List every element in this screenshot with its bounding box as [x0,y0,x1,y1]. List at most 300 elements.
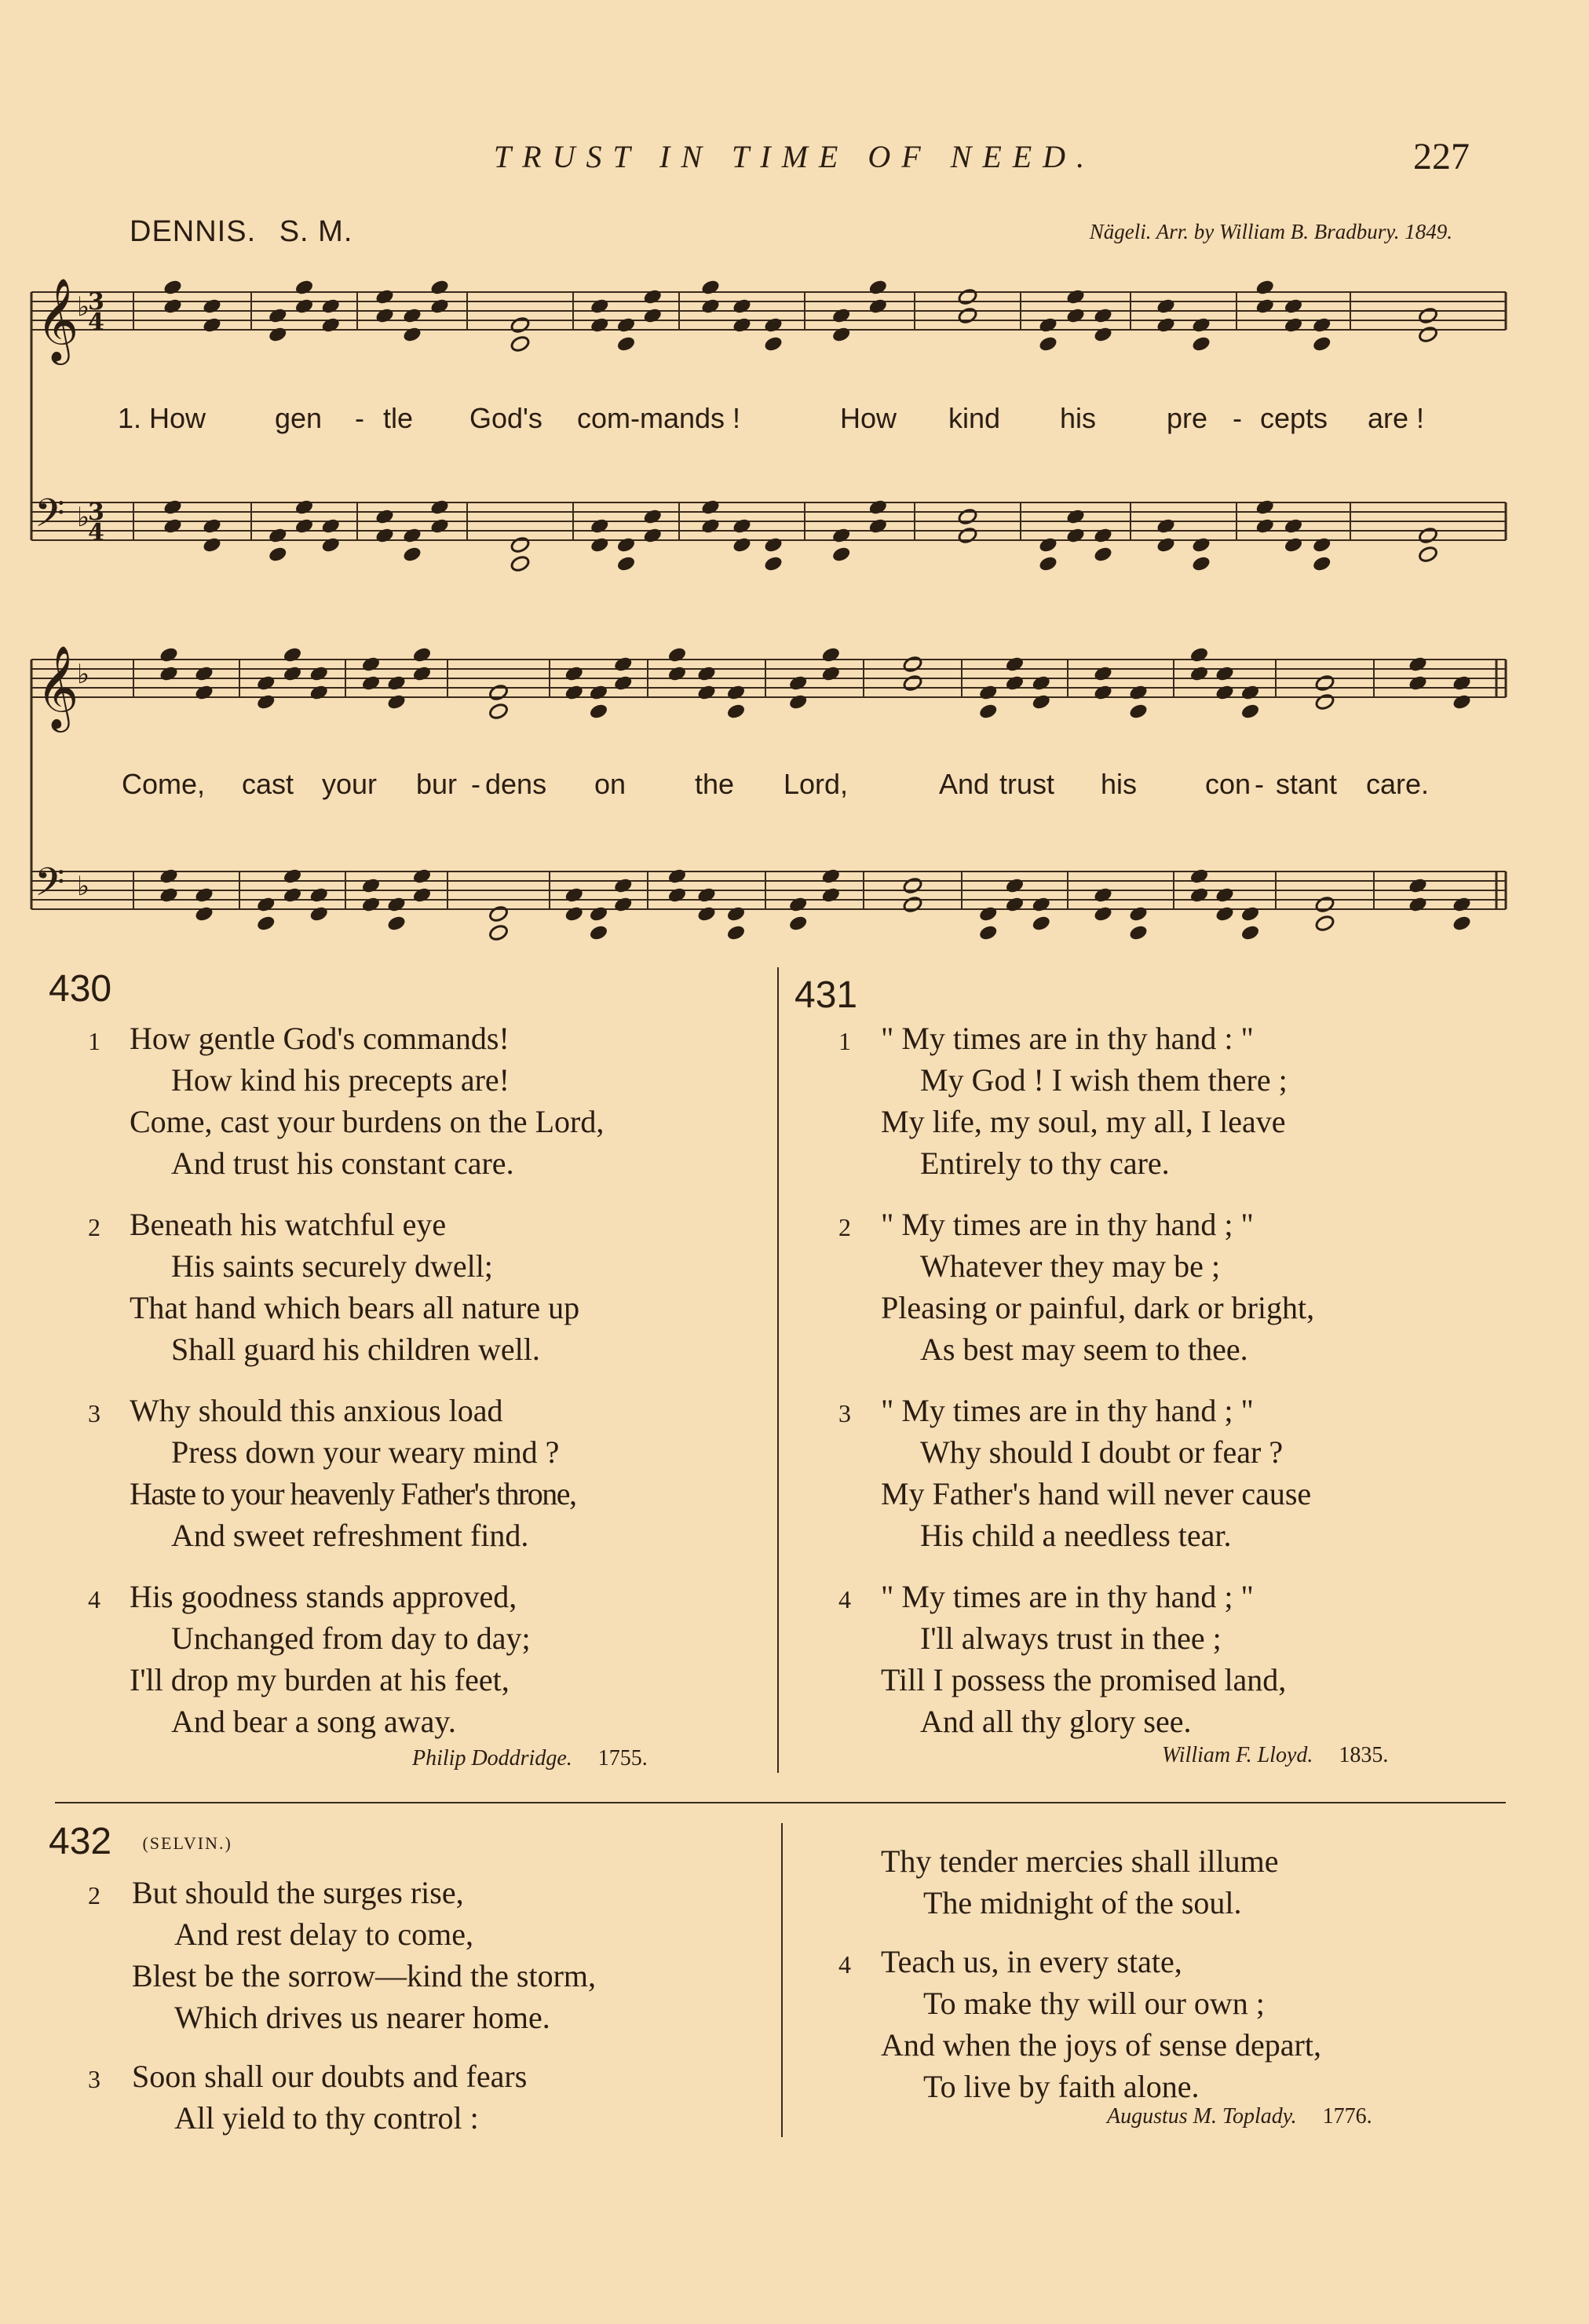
note-head [202,536,222,554]
author: Philip Doddridge. [412,1746,572,1770]
note-head [1038,316,1058,334]
stanza-number: 3 [838,1399,851,1427]
note-head [1215,905,1235,923]
note-head [374,508,395,526]
note-head [763,335,784,353]
note-head [1191,555,1211,573]
note-head [590,316,610,334]
note-head [1452,693,1472,711]
note-head [1093,546,1113,564]
note-head [820,886,841,904]
note-head [732,517,752,535]
verse-line: Shall guard his children well. [171,1332,540,1367]
lyric-syllable: tle [383,402,414,434]
note-head [564,905,584,923]
stanza-number: 3 [88,1399,100,1427]
note-head [831,546,852,564]
lyric-syllable: - [471,768,480,800]
note-head [1312,316,1332,334]
attribution [1162,1743,1388,1768]
note-head [613,674,634,692]
note-head [1408,674,1428,692]
clef-symbol: 𝄞 [36,645,79,729]
hymn-number: 431 [794,974,858,1016]
note-head [1189,665,1209,683]
note-head [411,665,432,683]
hymn-number: 430 [49,968,112,1010]
note-head [1004,656,1025,674]
verse-line: Soon shall our doubts and fears [132,2059,528,2094]
note-head [309,886,329,904]
note-head [1189,886,1209,904]
note-head [194,886,214,904]
verse-line: And bear a song away. [171,1704,456,1739]
note-head [788,896,809,914]
stanza-number: 2 [88,1213,100,1241]
note-head [700,517,721,535]
note-head [978,905,999,923]
note-head [1191,335,1211,353]
note-head [1418,546,1438,564]
note-head [1004,896,1025,914]
verse-line: All yield to thy control : [174,2100,479,2136]
lyric-syllable: your [322,768,378,800]
note-head [294,499,314,517]
note-head [957,307,977,325]
stanza-number: 2 [88,1881,100,1909]
stanza-number: 1 [88,1027,100,1055]
verse-line: Why should this anxious load [130,1393,503,1428]
note-head [1312,536,1332,554]
note-head [1065,527,1086,545]
note-head [1255,298,1275,316]
note-head [590,517,610,535]
note-head [1215,684,1235,702]
note-head [1255,499,1275,517]
note-head [202,517,222,535]
attribution [1107,2104,1372,2129]
note-head [510,335,530,353]
note-head [1156,536,1176,554]
time-signature-bottom: 4 [88,519,104,546]
time-signature-top: 3 [88,288,104,316]
note-head [1038,555,1058,573]
note-head [1314,674,1335,692]
note-head [309,684,329,702]
lyric-syllable: gen [275,402,323,434]
clef-symbol: ♭ [77,502,90,533]
note-head [1255,279,1275,297]
note-head [402,326,422,344]
verse-line: And all thy glory see. [920,1704,1192,1739]
verse-line: Which drives us nearer home. [174,2000,550,2035]
note-head [194,905,214,923]
note-head [667,646,687,664]
lyric-syllable: - [1255,768,1264,800]
lyric-syllable: dens [485,768,547,800]
note-head [831,527,852,545]
note-head [590,298,610,316]
note-head [294,517,314,535]
note-head [282,886,302,904]
lyric-syllable: care. [1366,768,1430,800]
note-head [1031,693,1051,711]
note-head [696,905,717,923]
note-head [510,316,530,334]
author: Augustus M. Toplady. [1107,2104,1297,2129]
verse-line: Beneath his watchful eye [130,1207,447,1242]
note-head [1283,316,1303,334]
note-head [788,674,809,692]
note-head [725,703,746,721]
verse-line: His saints securely dwell; [171,1248,493,1284]
note-head [732,536,752,554]
note-head [1240,924,1260,942]
note-head [1128,924,1149,942]
clef-symbol: ♭ [77,871,90,902]
verse-line: And when the joys of sense depart, [881,2027,1321,2063]
note-head [1038,335,1058,353]
lyric-syllable: And [939,768,990,800]
verse-line: Whatever they may be ; [920,1248,1221,1284]
stanza-number: 1 [838,1027,851,1055]
note-head [429,279,450,297]
note-head [320,536,341,554]
note-head [667,886,687,904]
verse-line: " My times are in thy hand : " [881,1021,1254,1056]
verse-line: Press down your weary mind ? [171,1434,560,1470]
note-head [1065,508,1086,526]
page-number: 227 [1413,136,1470,177]
note-head [256,896,276,914]
note-head [294,279,314,297]
verse-line: Pleasing or painful, dark or bright, [881,1290,1315,1325]
note-head [725,905,746,923]
note-head [402,527,422,545]
stanza-number: 4 [88,1585,100,1613]
note-head [1065,307,1086,325]
verse-line: Blest be the sorrow—kind the storm, [132,1958,597,1993]
verse-line: Till I possess the promised land, [881,1662,1287,1697]
verse-line: How gentle God's commands! [130,1021,510,1056]
note-head [194,684,214,702]
lyric-syllable: trust [999,768,1055,800]
verse-line: And rest delay to come, [174,1917,473,1952]
section-rule [55,1802,1506,1803]
verse-line: To make thy will our own ; [923,1986,1265,2021]
note-head [725,924,746,942]
note-head [256,915,276,933]
lyric-syllable: 1. How [118,402,206,434]
author: William F. Lloyd. [1162,1743,1313,1767]
note-head [902,674,922,692]
verse-line: That hand which bears all nature up [130,1290,580,1325]
note-head [564,684,584,702]
stanza-number: 2 [838,1213,851,1241]
note-head [700,298,721,316]
lyric-syllable: pre [1167,402,1208,434]
note-head [564,886,584,904]
verse-line: My God ! I wish them there ; [920,1062,1288,1098]
note-head [732,298,752,316]
note-head [411,646,432,664]
note-head [700,499,721,517]
verse-line: Entirely to thy care. [920,1146,1170,1181]
note-head [820,868,841,886]
note-head [374,288,395,306]
note-head [667,868,687,886]
note-head [763,316,784,334]
note-head [386,693,407,711]
note-head [868,298,888,316]
note-head [978,924,999,942]
note-head [163,298,183,316]
note-head [374,307,395,325]
note-head [1314,693,1335,711]
clef-symbol: ♭ [77,659,90,690]
note-head [616,335,636,353]
note-head [763,536,784,554]
note-head [902,896,922,914]
note-head [732,316,752,334]
lyric-syllable: Lord, [784,768,849,800]
note-head [957,508,977,526]
note-head [788,915,809,933]
note-head [1418,326,1438,344]
note-head [1314,896,1335,914]
lyric-syllable: the [695,768,735,800]
note-head [159,886,179,904]
note-head [696,684,717,702]
note-head [1191,536,1211,554]
note-head [320,298,341,316]
lyric-syllable: are ! [1368,402,1425,434]
note-head [763,555,784,573]
note-head [1093,527,1113,545]
verse-line: How kind his precepts are! [171,1062,510,1098]
verse-line: And sweet refreshment find. [171,1518,529,1553]
note-head [1191,316,1211,334]
note-head [309,905,329,923]
verse-line: " My times are in thy hand ; " [881,1207,1254,1242]
note-head [642,508,663,526]
verse-line: Unchanged from day to day; [171,1621,531,1656]
note-head [1189,868,1209,886]
verse-line: Why should I doubt or fear ? [920,1434,1284,1470]
note-head [282,646,302,664]
note-head [488,703,509,721]
note-head [309,665,329,683]
lyric-syllable: - [355,402,364,434]
note-head [820,646,841,664]
note-head [1038,536,1058,554]
verse-line: As best may seem to thee. [920,1332,1248,1367]
note-head [268,527,288,545]
note-head [1093,326,1113,344]
note-head [282,868,302,886]
note-head [957,527,977,545]
column-divider [777,967,779,1773]
note-head [488,905,509,923]
note-head [588,703,608,721]
hymn-number [49,1820,232,1863]
note-head [613,656,634,674]
note-head [831,307,852,325]
note-head [163,517,183,535]
note-head [1156,298,1176,316]
note-head [1408,656,1428,674]
note-head [429,298,450,316]
note-head [725,684,746,702]
note-head [957,288,977,306]
note-head [616,316,636,334]
lyric-syllable: kind [948,402,1001,434]
note-head [700,279,721,297]
verse-line: Thy tender mercies shall illume [881,1843,1279,1879]
note-head [1452,915,1472,933]
note-head [868,517,888,535]
note-head [1093,665,1113,683]
note-head [510,555,530,573]
verse-line: His child a needless tear. [920,1518,1232,1553]
year: 1835. [1339,1743,1389,1767]
note-head [1156,316,1176,334]
lyric-syllable: his [1101,768,1138,800]
tune-meter: S. M. [279,215,353,248]
lyric-syllable: on [594,768,626,800]
note-head [613,896,634,914]
note-head [1004,674,1025,692]
note-head [831,326,852,344]
note-head [1004,877,1025,895]
note-head [616,555,636,573]
time-signature-bottom: 4 [88,309,104,336]
note-head [294,298,314,316]
attribution [412,1746,648,1771]
note-head [386,674,407,692]
note-head [1283,536,1303,554]
note-head [1156,517,1176,535]
note-head [588,924,608,942]
note-head [1240,703,1260,721]
note-head [1093,684,1113,702]
tune-credit: Nägeli. Arr. by William B. Bradbury. 1849. [1089,220,1452,243]
note-head [194,665,214,683]
note-head [1314,915,1335,933]
note-head [1215,886,1235,904]
note-head [268,546,288,564]
tune-note: (SELVIN.) [142,1833,232,1854]
note-head [163,279,183,297]
lyric-syllable: God's [469,402,542,434]
note-head [613,877,634,895]
note-head [868,279,888,297]
note-head [1093,307,1113,325]
verse-line: Haste to your heavenly Father's throne, [130,1476,576,1511]
note-head [1408,896,1428,914]
note-head [1255,517,1275,535]
year: 1755. [597,1746,648,1770]
column-divider [781,1823,783,2137]
note-head [411,886,432,904]
note-head [1452,674,1472,692]
clef-symbol: 𝄢 [35,491,65,546]
lyric-syllable: Come, [122,768,206,800]
lyric-syllable: cepts [1260,402,1328,434]
lyric-syllable: com-mands ! [577,402,741,434]
lyric-syllable: bur [416,768,458,800]
note-head [667,665,687,683]
lyrics-system-1 [0,402,1589,441]
note-head [386,896,407,914]
note-head [268,326,288,344]
note-head [374,527,395,545]
note-head [696,886,717,904]
note-head [788,693,809,711]
time-signature-top: 3 [88,499,104,526]
note-head [429,499,450,517]
note-head [268,307,288,325]
verse-line: I'll drop my burden at his feet, [130,1662,510,1697]
clef-symbol: 𝄞 [36,277,79,361]
note-head [1065,288,1086,306]
note-head [360,656,381,674]
note-head [1418,527,1438,545]
note-head [1128,905,1149,923]
clef-symbol: ♭ [77,291,90,323]
note-head [360,877,381,895]
verse-line: But should the surges rise, [132,1875,464,1910]
note-head [159,868,179,886]
note-head [360,674,381,692]
note-head [402,546,422,564]
note-head [588,905,608,923]
verse-line: I'll always trust in thee ; [920,1621,1222,1656]
verse-line: " My times are in thy hand ; " [881,1579,1254,1614]
note-head [202,316,222,334]
running-title: TRUST IN TIME OF NEED. [493,139,1096,174]
verse-line: Teach us, in every state, [881,1944,1182,1979]
note-head [1312,555,1332,573]
note-head [978,703,999,721]
note-head [564,665,584,683]
note-head [868,499,888,517]
note-head [696,665,717,683]
note-head [1283,517,1303,535]
note-head [402,307,422,325]
note-head [510,536,530,554]
lyric-syllable: - [1233,402,1242,434]
note-head [159,646,179,664]
stanza-number: 3 [88,2065,100,2093]
note-head [488,684,509,702]
note-head [902,656,922,674]
lyric-syllable: con [1205,768,1251,800]
note-head [588,684,608,702]
note-head [1215,665,1235,683]
verse-line: Come, cast your burdens on the Lord, [130,1104,605,1139]
note-head [1031,915,1051,933]
note-head [488,924,509,942]
lyric-syllable: his [1060,402,1097,434]
note-head [202,298,222,316]
note-head [159,665,179,683]
lyric-syllable: stant [1276,768,1338,800]
note-head [1240,905,1260,923]
verse-line: My Father's hand will never cause [881,1476,1312,1511]
note-head [902,877,922,895]
note-head [320,517,341,535]
